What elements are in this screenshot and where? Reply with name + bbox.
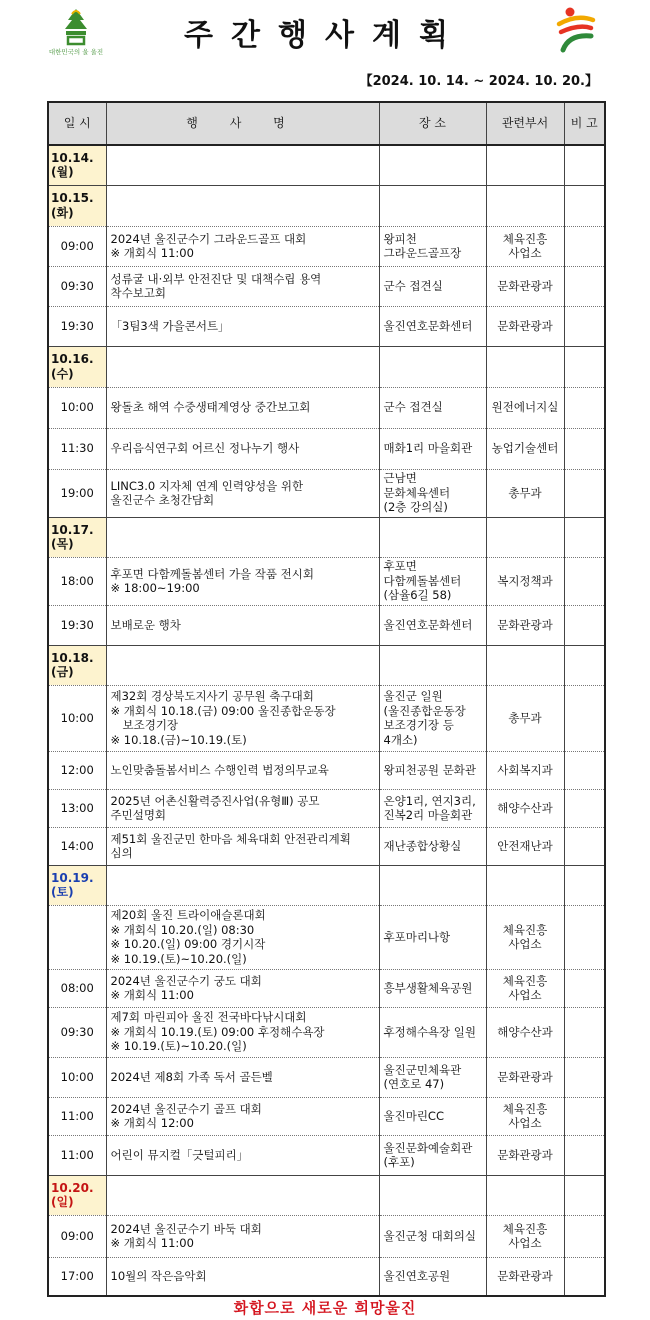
text-line: 체육진흥 <box>502 231 548 246</box>
text-line: 제51회 울진군민 한마음 체육대회 안전관리계획 <box>110 831 351 846</box>
text-line: 문화관광과 <box>497 1269 553 1283</box>
day-place-cell <box>379 145 486 185</box>
text-line: ※ 개회식 12:00 <box>110 1116 194 1130</box>
text-line: (삼율6길 58) <box>383 588 452 603</box>
text-line: 후포면 <box>383 559 417 574</box>
event-time: 13:00 <box>48 789 106 827</box>
event-dept <box>486 1097 564 1135</box>
event-time: 08:00 <box>48 969 106 1007</box>
text-line: 사업소 <box>508 937 542 951</box>
text-line: 복지정책과 <box>497 573 553 588</box>
day-place-cell <box>379 346 486 387</box>
text-line: 재난종합상황실 <box>383 838 462 853</box>
day-dept-cell <box>486 346 564 387</box>
text-line: 왕피천 <box>383 231 417 246</box>
event-note <box>564 685 605 751</box>
table-row <box>48 428 605 469</box>
day-date-cell: 10.15.(화) <box>48 185 106 226</box>
text-line: 사업소 <box>508 988 542 1002</box>
day-event-cell <box>106 865 379 905</box>
event-dept <box>486 469 564 517</box>
day-dept-cell <box>486 865 564 905</box>
event-place <box>379 387 486 428</box>
text-line: 후정해수욕장 일원 <box>383 1024 477 1039</box>
event-dept <box>486 226 564 266</box>
table-row <box>48 605 605 645</box>
text-line: 2024년 울진군수기 바둑 대회 <box>110 1221 262 1236</box>
text-line: 주민설명회 <box>110 808 167 822</box>
day-place-cell <box>379 517 486 557</box>
text-line: 매화1리 마을회관 <box>383 441 473 456</box>
text-line: 문화관광과 <box>497 617 553 632</box>
event-name <box>106 226 379 266</box>
text-line: 후포면 다함께돌봄센터 가을 작품 전시회 <box>110 566 314 581</box>
page-header <box>0 0 650 60</box>
day-note-cell <box>564 865 605 905</box>
event-dept <box>486 1057 564 1097</box>
event-place <box>379 605 486 645</box>
text-line: 근남면 <box>383 471 417 486</box>
event-name <box>106 557 379 605</box>
event-dept <box>486 751 564 789</box>
text-line: LINC3.0 지자체 연계 인력양성을 위한 <box>110 478 304 493</box>
event-note <box>564 266 605 306</box>
day-header-row <box>48 517 605 557</box>
event-time: 10:00 <box>48 387 106 428</box>
day-event-cell <box>106 645 379 685</box>
event-time: 14:00 <box>48 827 106 865</box>
table-row <box>48 905 605 969</box>
event-name <box>106 306 379 346</box>
header-event: 행 사 명 <box>106 102 379 145</box>
event-place <box>379 1135 486 1175</box>
day-note-cell <box>564 346 605 387</box>
table-row <box>48 226 605 266</box>
table-row <box>48 751 605 789</box>
text-line: 체육진흥 <box>502 1221 548 1236</box>
text-line: 체육진흥 <box>502 1101 548 1116</box>
event-note <box>564 827 605 865</box>
event-name <box>106 1097 379 1135</box>
event-note <box>564 469 605 517</box>
event-time: 09:00 <box>48 226 106 266</box>
text-line: 흥부생활체육공원 <box>383 980 473 995</box>
day-event-cell <box>106 145 379 185</box>
event-dept <box>486 1257 564 1296</box>
text-line: 제20회 울진 트라이애슬론대회 <box>110 908 266 922</box>
text-line: (후포) <box>383 1155 415 1169</box>
event-name <box>106 789 379 827</box>
event-dept <box>486 789 564 827</box>
day-place-cell <box>379 865 486 905</box>
day-header-row <box>48 1175 605 1215</box>
day-dept-cell <box>486 517 564 557</box>
text-line: 「3팀3색 가을콘서트」 <box>110 318 230 333</box>
event-time: 19:30 <box>48 605 106 645</box>
day-dept-cell <box>486 145 564 185</box>
day-date-cell: 10.19.(토) <box>48 865 106 905</box>
text-line: 문화체육센터 <box>383 485 451 500</box>
text-line: 후포마리나항 <box>383 929 451 944</box>
text-line: 보조경기장 등 <box>383 718 454 732</box>
event-place <box>379 751 486 789</box>
text-line: 울진연호문화센터 <box>383 318 473 333</box>
text-line: 심의 <box>110 846 133 860</box>
day-date-cell: 10.18.(금) <box>48 645 106 685</box>
event-place <box>379 1007 486 1057</box>
text-line: 왕피천공원 문화관 <box>383 762 477 777</box>
event-dept <box>486 557 564 605</box>
text-line: ※ 개회식 11:00 <box>110 246 194 260</box>
header-dept: 관련부서 <box>486 102 564 145</box>
text-line: 그라운드골프장 <box>383 246 462 260</box>
event-time: 19:30 <box>48 306 106 346</box>
event-dept <box>486 605 564 645</box>
event-place <box>379 557 486 605</box>
event-note <box>564 557 605 605</box>
text-line: 울진문화예술회관 <box>383 1140 473 1155</box>
day-header-row <box>48 346 605 387</box>
day-note-cell <box>564 645 605 685</box>
event-place <box>379 685 486 751</box>
text-line: 4개소) <box>383 732 418 747</box>
event-time: 18:00 <box>48 557 106 605</box>
event-time: 09:30 <box>48 266 106 306</box>
event-name <box>106 969 379 1007</box>
event-note <box>564 1097 605 1135</box>
table-row <box>48 1097 605 1135</box>
day-place-cell <box>379 645 486 685</box>
table-row <box>48 557 605 605</box>
text-line: (울진종합운동장 <box>383 703 466 718</box>
text-line: 제7회 마린피아 울진 전국바다낚시대회 <box>110 1010 307 1025</box>
text-line: 울진군민체육관 <box>383 1062 462 1077</box>
text-line: ※ 18:00~19:00 <box>110 581 200 595</box>
text-line: 울진군수 초청간담회 <box>110 493 215 507</box>
event-note <box>564 306 605 346</box>
day-dept-cell <box>486 1175 564 1215</box>
event-time: 10:00 <box>48 1057 106 1097</box>
text-line: 체육진흥 <box>502 922 548 937</box>
text-line: 문화관광과 <box>497 1069 553 1084</box>
day-event-cell <box>106 346 379 387</box>
event-name <box>106 266 379 306</box>
event-note <box>564 226 605 266</box>
text-line: 농업기술센터 <box>491 441 559 456</box>
text-line: 노인맞춤돌봄서비스 수행인력 법정의무교육 <box>110 762 329 777</box>
day-note-cell <box>564 517 605 557</box>
event-time <box>48 905 106 969</box>
event-time: 11:00 <box>48 1135 106 1175</box>
event-note <box>564 789 605 827</box>
text-line: ※ 개회식 11:00 <box>110 1236 194 1250</box>
schedule-body <box>48 145 605 1296</box>
table-row <box>48 1057 605 1097</box>
text-line: 왕돌초 해역 수중생태계영상 중간보고회 <box>110 400 311 415</box>
event-name <box>106 905 379 969</box>
text-line: ※ 개회식 10.20.(일) 08:30 <box>110 922 255 937</box>
event-time: 11:00 <box>48 1097 106 1135</box>
event-place <box>379 1097 486 1135</box>
event-time: 09:00 <box>48 1215 106 1257</box>
text-line: 2025년 어촌신활력증진사업(유형Ⅲ) 공모 <box>110 793 320 808</box>
text-line: 사업소 <box>508 246 542 260</box>
day-dept-cell <box>486 185 564 226</box>
event-dept <box>486 969 564 1007</box>
day-event-cell <box>106 1175 379 1215</box>
text-line: 10월의 작은음악회 <box>110 1269 207 1283</box>
event-time: 12:00 <box>48 751 106 789</box>
text-line: ※ 10.20.(일) 09:00 경기시작 <box>110 937 266 951</box>
event-name <box>106 469 379 517</box>
event-place <box>379 266 486 306</box>
event-name <box>106 387 379 428</box>
event-place <box>379 1257 486 1296</box>
table-row <box>48 469 605 517</box>
event-name <box>106 827 379 865</box>
table-row <box>48 306 605 346</box>
event-name <box>106 1135 379 1175</box>
text-line: 총무과 <box>508 710 542 725</box>
text-line: 사업소 <box>508 1236 542 1250</box>
event-dept <box>486 685 564 751</box>
table-row <box>48 1257 605 1296</box>
text-line: 어린이 뮤지컬「긋털피리」 <box>110 1147 249 1162</box>
text-line: 2024년 울진군수기 그라운드골프 대회 <box>110 231 307 246</box>
event-name <box>106 1057 379 1097</box>
event-place <box>379 306 486 346</box>
text-line: 다함께돌봄센터 <box>383 573 462 588</box>
table-row <box>48 1135 605 1175</box>
table-row <box>48 387 605 428</box>
event-dept <box>486 266 564 306</box>
text-line: 울진연호공원 <box>383 1269 451 1283</box>
event-note <box>564 1007 605 1057</box>
text-line: 해양수산과 <box>497 800 553 815</box>
day-date-cell: 10.14.(월) <box>48 145 106 185</box>
event-place <box>379 969 486 1007</box>
text-line: ※ 개회식 10.18.(금) 09:00 울진종합운동장 <box>110 703 336 718</box>
day-dept-cell <box>486 645 564 685</box>
text-line: 울진군 일원 <box>383 689 443 703</box>
text-line: 보조경기장 <box>122 718 179 732</box>
event-name <box>106 751 379 789</box>
text-line: ※ 개회식 10.19.(토) 09:00 후정해수욕장 <box>110 1024 325 1039</box>
event-dept <box>486 1007 564 1057</box>
day-event-cell <box>106 517 379 557</box>
event-note <box>564 428 605 469</box>
event-dept <box>486 827 564 865</box>
text-line: 성류굴 내·외부 안전진단 및 대책수립 용역 <box>110 271 322 286</box>
event-time: 17:00 <box>48 1257 106 1296</box>
table-row <box>48 685 605 751</box>
day-note-cell <box>564 1175 605 1215</box>
text-line: 문화관광과 <box>497 1147 553 1162</box>
table-row <box>48 266 605 306</box>
event-place <box>379 226 486 266</box>
uljin-logo-icon <box>48 6 104 56</box>
page-title: 주간행사계획 <box>184 18 466 53</box>
text-line: 안전재난과 <box>497 838 553 853</box>
text-line: (연호로 47) <box>383 1077 445 1091</box>
event-dept <box>486 1215 564 1257</box>
day-date-cell: 10.17.(목) <box>48 517 106 557</box>
event-dept <box>486 306 564 346</box>
text-line: 우리음식연구회 어르신 정나누기 행사 <box>110 441 300 456</box>
table-row <box>48 1007 605 1057</box>
day-header-row <box>48 645 605 685</box>
event-time: 10:00 <box>48 685 106 751</box>
text-line: 문화관광과 <box>497 318 553 333</box>
weekly-schedule-table <box>47 101 606 1297</box>
event-note <box>564 1257 605 1296</box>
text-line: ※ 10.19.(토)~10.20.(일) <box>110 1039 247 1054</box>
event-note <box>564 1057 605 1097</box>
day-event-cell <box>106 185 379 226</box>
text-line: ※ 개회식 11:00 <box>110 988 194 1002</box>
text-line: 2024년 제8회 가족 독서 골든벨 <box>110 1069 273 1084</box>
header-place: 장 소 <box>379 102 486 145</box>
event-place <box>379 827 486 865</box>
event-name <box>106 685 379 751</box>
text-line: 온양1리, 연지3리, <box>383 793 476 808</box>
day-header-row <box>48 185 605 226</box>
header-note: 비 고 <box>564 102 605 145</box>
event-time: 09:30 <box>48 1007 106 1057</box>
text-line: 체육진흥 <box>502 973 548 988</box>
event-note <box>564 605 605 645</box>
text-line: 군수 접견실 <box>383 400 443 415</box>
event-note <box>564 905 605 969</box>
day-date-cell: 10.20.(일) <box>48 1175 106 1215</box>
table-row <box>48 789 605 827</box>
text-line: (2층 강의실) <box>383 500 448 515</box>
day-note-cell <box>564 145 605 185</box>
event-time: 19:00 <box>48 469 106 517</box>
day-place-cell <box>379 185 486 226</box>
event-place <box>379 905 486 969</box>
text-line: 원전에너지실 <box>491 400 559 415</box>
uljin-emblem-icon <box>555 6 597 54</box>
header-date: 일 시 <box>48 102 106 145</box>
text-line: 울진연호문화센터 <box>383 617 473 632</box>
text-line: 군수 접견실 <box>383 278 443 293</box>
event-note <box>564 969 605 1007</box>
event-place <box>379 789 486 827</box>
table-row <box>48 1215 605 1257</box>
day-header-row <box>48 865 605 905</box>
text-line: 제32회 경상북도지사기 공무원 축구대회 <box>110 689 314 703</box>
event-place <box>379 1057 486 1097</box>
text-line: ※ 10.18.(금)~10.19.(토) <box>110 732 247 747</box>
text-line: 2024년 울진군수기 궁도 대회 <box>110 973 262 988</box>
day-place-cell <box>379 1175 486 1215</box>
event-time: 11:30 <box>48 428 106 469</box>
text-line: 사업소 <box>508 1116 542 1130</box>
text-line: 진복2리 마을회관 <box>383 808 473 822</box>
event-place <box>379 1215 486 1257</box>
table-header-row <box>48 102 605 145</box>
day-header-row <box>48 145 605 185</box>
event-name <box>106 1257 379 1296</box>
text-line: 총무과 <box>508 485 542 500</box>
text-line: 2024년 울진군수기 골프 대회 <box>110 1101 262 1116</box>
svg-text:대한민국의 울 울진: 대한민국의 울 울진 <box>48 48 104 56</box>
event-name <box>106 1007 379 1057</box>
event-note <box>564 1215 605 1257</box>
event-place <box>379 469 486 517</box>
day-date-cell: 10.16.(수) <box>48 346 106 387</box>
text-line: 착수보고회 <box>110 286 167 300</box>
table-row <box>48 827 605 865</box>
text-line: 문화관광과 <box>497 278 553 293</box>
text-line: 사회복지과 <box>497 762 553 777</box>
text-line: 해양수산과 <box>497 1024 553 1039</box>
event-name <box>106 1215 379 1257</box>
event-dept <box>486 428 564 469</box>
event-dept <box>486 1135 564 1175</box>
text-line: 울진군청 대회의실 <box>383 1228 477 1243</box>
event-name <box>106 605 379 645</box>
text-line: 울진마린CC <box>383 1108 444 1123</box>
schedule-period: 【2024. 10. 14. ~ 2024. 10. 20.】 <box>359 74 598 89</box>
event-name <box>106 428 379 469</box>
footer-slogan: 화합으로 새로운 희망울진 <box>233 1299 417 1317</box>
event-dept <box>486 387 564 428</box>
text-line: 보배로운 행차 <box>110 617 181 632</box>
text-line: ※ 10.19.(토)~10.20.(일) <box>110 951 247 966</box>
table-row <box>48 969 605 1007</box>
event-note <box>564 751 605 789</box>
event-place <box>379 428 486 469</box>
event-dept <box>486 905 564 969</box>
event-note <box>564 1135 605 1175</box>
day-note-cell <box>564 185 605 226</box>
event-note <box>564 387 605 428</box>
